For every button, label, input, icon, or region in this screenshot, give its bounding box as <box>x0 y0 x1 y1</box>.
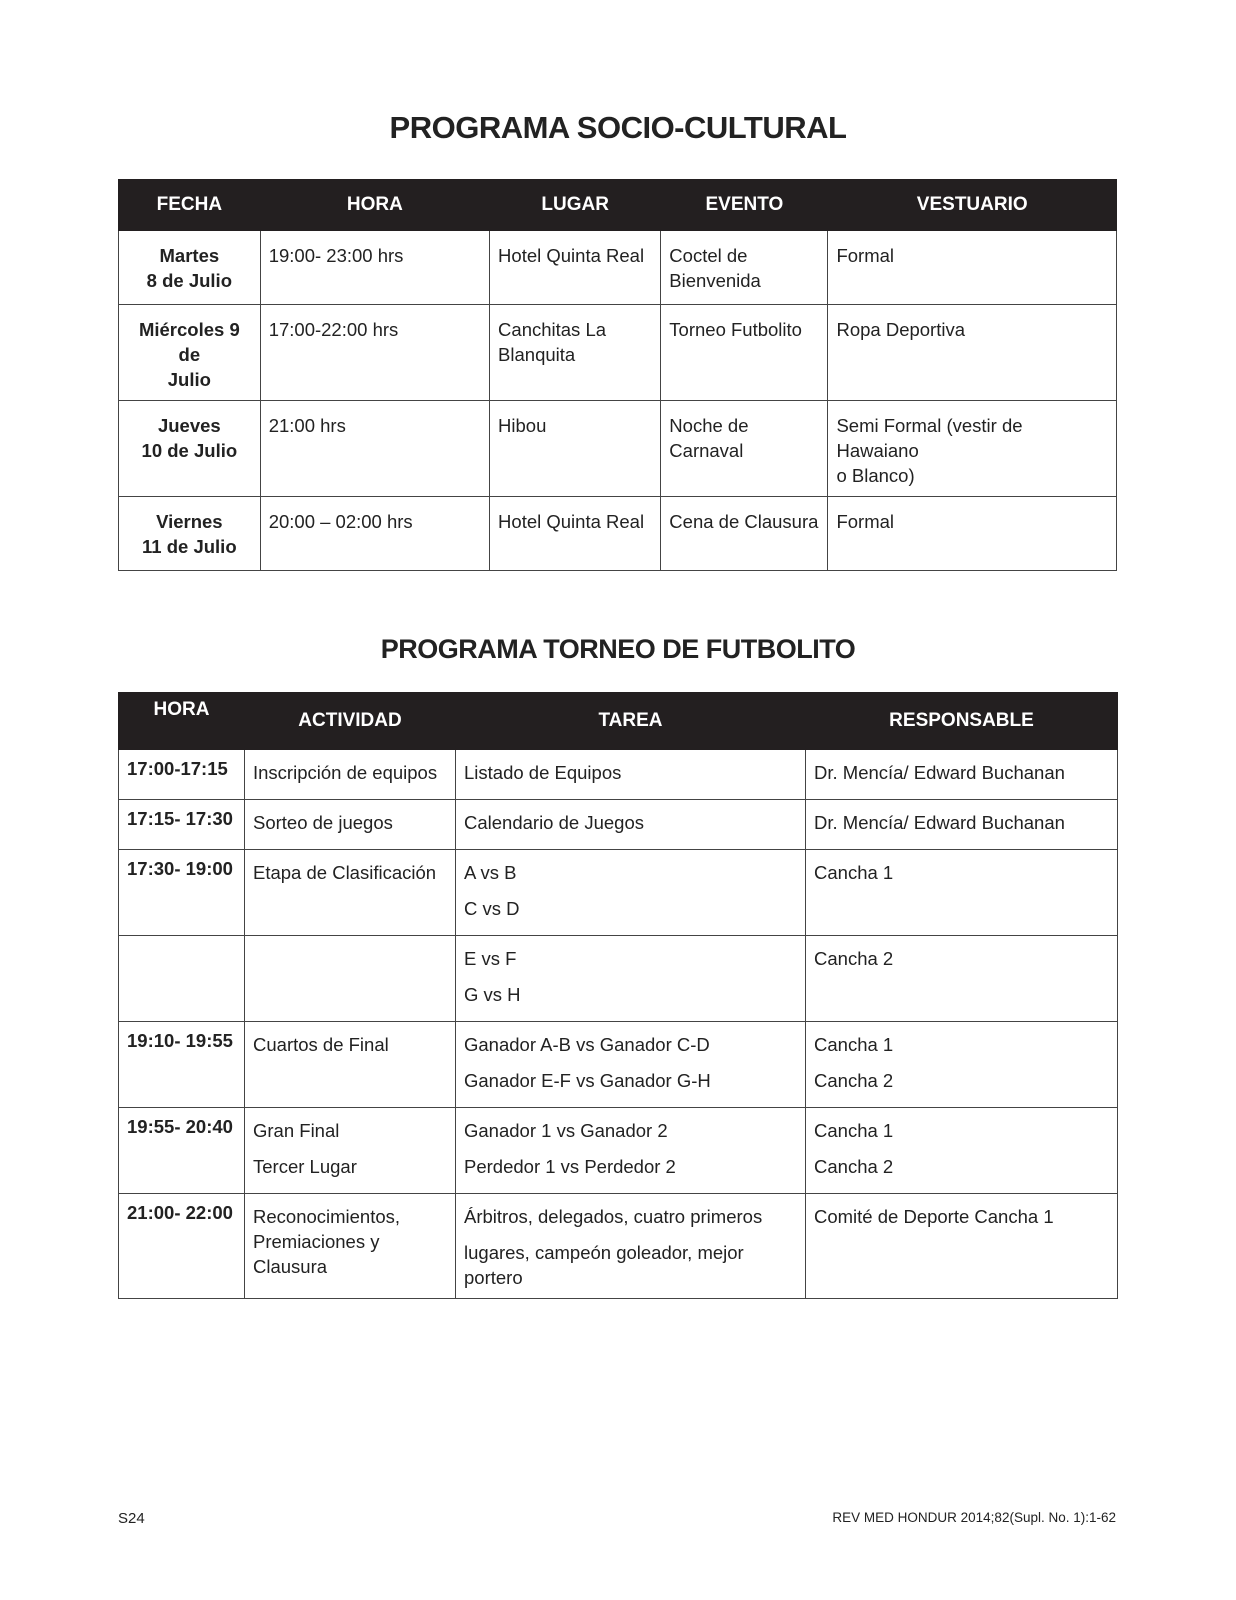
fecha-cell-line: Viernes <box>156 511 223 532</box>
hora-cell <box>119 936 245 1022</box>
actividad-cell-line: Gran Final <box>253 1120 340 1141</box>
table-row <box>119 401 1117 497</box>
responsable-cell <box>806 800 1118 850</box>
vestuario-cell-line: Formal <box>836 245 895 266</box>
actividad-cell <box>245 1108 456 1194</box>
tarea-cell <box>456 936 806 1022</box>
table-row <box>119 850 1118 936</box>
tarea-cell-line: Ganador 1 vs Ganador 2 <box>464 1120 668 1141</box>
tarea-cell-line: Perdedor 1 vs Perdedor 2 <box>464 1156 676 1177</box>
tarea-cell <box>456 1194 806 1299</box>
responsable-cell-line: Cancha 2 <box>814 1156 894 1177</box>
actividad-cell-line: Premiaciones y <box>253 1231 380 1252</box>
fecha-cell-line: Jueves <box>157 415 221 436</box>
tarea-cell <box>456 1108 806 1194</box>
tarea-cell-line: A vs B <box>464 862 517 883</box>
responsable-cell <box>806 936 1118 1022</box>
table-row <box>119 231 1117 305</box>
evento-cell <box>661 497 828 571</box>
header-lugar: LUGAR <box>490 180 661 231</box>
torneo-header-row <box>119 693 1118 750</box>
tarea-cell-line: E vs F <box>464 948 517 969</box>
vestuario-cell <box>828 497 1117 571</box>
vestuario-cell <box>828 401 1117 497</box>
vestuario-cell <box>828 231 1117 305</box>
lugar-cell <box>490 497 661 571</box>
lugar-cell-line: Hibou <box>498 415 547 436</box>
vestuario-cell-line: Semi Formal (vestir de Hawaiano <box>836 415 1023 461</box>
actividad-cell <box>245 1022 456 1108</box>
responsable-cell <box>806 850 1118 936</box>
table-row <box>119 305 1117 401</box>
actividad-cell-line: Reconocimientos, <box>253 1206 401 1227</box>
socio-cultural-table <box>118 179 1117 571</box>
responsable-cell <box>806 1108 1118 1194</box>
vestuario-cell <box>828 305 1117 401</box>
fecha-cell <box>119 305 261 401</box>
hora-cell: 17:00-22:00 hrs <box>260 305 489 401</box>
evento-cell <box>661 231 828 305</box>
header-fecha: FECHA <box>119 180 261 231</box>
hora-cell: 17:30- 19:00 <box>119 850 245 936</box>
fecha-cell <box>119 497 261 571</box>
fecha-cell <box>119 231 261 305</box>
fecha-cell-line: Julio <box>167 369 211 390</box>
responsable-cell-line: Comité de Deporte Cancha 1 <box>814 1206 1054 1227</box>
page-folio: S24 <box>118 1510 145 1527</box>
tarea-cell-line: Ganador A-B vs Ganador C-D <box>464 1034 710 1055</box>
table-row <box>119 1108 1118 1194</box>
fecha-cell <box>119 401 261 497</box>
socio-header-row <box>119 180 1117 231</box>
table-row <box>119 1194 1118 1299</box>
tarea-cell-line: Listado de Equipos <box>464 762 622 783</box>
tarea-cell <box>456 850 806 936</box>
hora-cell: 19:10- 19:55 <box>119 1022 245 1108</box>
responsable-cell-line: Cancha 2 <box>814 948 894 969</box>
tarea-cell <box>456 750 806 800</box>
tarea-cell <box>456 1022 806 1108</box>
header-tarea: TAREA <box>456 693 806 750</box>
tarea-cell <box>456 800 806 850</box>
tarea-cell-line: Calendario de Juegos <box>464 812 644 833</box>
responsable-cell <box>806 750 1118 800</box>
actividad-cell <box>245 936 456 1022</box>
tarea-cell-line: Árbitros, delegados, cuatro primeros <box>464 1206 763 1227</box>
fecha-cell-line: 8 de Julio <box>146 270 232 291</box>
evento-cell-line: Carnaval <box>669 440 744 461</box>
hora-cell: 20:00 – 02:00 hrs <box>260 497 489 571</box>
responsable-cell-line: Dr. Mencía/ Edward Buchanan <box>814 762 1065 783</box>
table-row <box>119 800 1118 850</box>
hora-cell: 17:00-17:15 <box>119 750 245 800</box>
torneo-title: PROGRAMA TORNEO DE FUTBOLITO <box>380 634 856 664</box>
vestuario-cell-line: o Blanco) <box>836 465 915 486</box>
tarea-cell-line: lugares, campeón goleador, mejor portero <box>464 1242 744 1288</box>
tarea-cell-line: Ganador E-F vs Ganador G-H <box>464 1070 711 1091</box>
responsable-cell <box>806 1194 1118 1299</box>
table-row <box>119 1022 1118 1108</box>
fecha-cell-line: Martes <box>159 245 220 266</box>
tarea-cell-line: C vs D <box>464 898 520 919</box>
table-row <box>119 936 1118 1022</box>
evento-cell <box>661 305 828 401</box>
lugar-cell-line: Canchitas La <box>498 319 607 340</box>
hora-cell: 21:00 hrs <box>260 401 489 497</box>
actividad-cell <box>245 800 456 850</box>
lugar-cell <box>490 401 661 497</box>
actividad-cell-line: Etapa de Clasificación <box>253 862 437 883</box>
fecha-cell-line: 10 de Julio <box>141 440 238 461</box>
lugar-cell <box>490 305 661 401</box>
hora-cell: 19:00- 23:00 hrs <box>260 231 489 305</box>
hora-cell: 17:15- 17:30 <box>119 800 245 850</box>
evento-cell-line: Torneo Futbolito <box>669 319 802 340</box>
actividad-cell-line: Inscripción de equipos <box>253 762 438 783</box>
lugar-cell-line: Hotel Quinta Real <box>498 245 645 266</box>
header-hora: HORA <box>260 180 489 231</box>
table-row <box>119 750 1118 800</box>
lugar-cell <box>490 231 661 305</box>
header-actividad: ACTIVIDAD <box>245 693 456 750</box>
hora-cell: 19:55- 20:40 <box>119 1108 245 1194</box>
responsable-cell-line: Cancha 1 <box>814 1034 894 1055</box>
hora-cell: 21:00- 22:00 <box>119 1194 245 1299</box>
responsable-cell <box>806 1022 1118 1108</box>
evento-cell-line: Bienvenida <box>669 270 761 291</box>
tarea-cell-line: G vs H <box>464 984 521 1005</box>
actividad-cell <box>245 850 456 936</box>
fecha-cell-line: Miércoles 9 de <box>138 319 240 365</box>
journal-reference: REV MED HONDUR 2014;82(Supl. No. 1):1-62 <box>832 1510 1116 1525</box>
vestuario-cell-line: Ropa Deportiva <box>836 319 966 340</box>
actividad-cell-line: Cuartos de Final <box>253 1034 389 1055</box>
fecha-cell-line: 11 de Julio <box>142 536 237 557</box>
actividad-cell-line: Sorteo de juegos <box>253 812 393 833</box>
evento-cell-line: Coctel de <box>669 245 748 266</box>
socio-cultural-title: PROGRAMA SOCIO-CULTURAL <box>389 110 847 145</box>
table-row <box>119 497 1117 571</box>
evento-cell <box>661 401 828 497</box>
actividad-cell-line: Tercer Lugar <box>253 1156 357 1177</box>
header-hora: HORA <box>119 693 245 750</box>
actividad-cell-line: Clausura <box>253 1256 328 1277</box>
torneo-table <box>118 692 1118 1299</box>
responsable-cell-line: Cancha 1 <box>814 1120 894 1141</box>
evento-cell-line: Noche de <box>669 415 749 436</box>
actividad-cell <box>245 1194 456 1299</box>
header-evento: EVENTO <box>661 180 828 231</box>
responsable-cell-line: Cancha 2 <box>814 1070 894 1091</box>
header-responsable: RESPONSABLE <box>806 693 1118 750</box>
responsable-cell-line: Dr. Mencía/ Edward Buchanan <box>814 812 1065 833</box>
evento-cell-line: Cena de Clausura <box>669 511 819 532</box>
header-vestuario: VESTUARIO <box>828 180 1117 231</box>
lugar-cell-line: Hotel Quinta Real <box>498 511 645 532</box>
responsable-cell-line: Cancha 1 <box>814 862 894 883</box>
vestuario-cell-line: Formal <box>836 511 895 532</box>
actividad-cell <box>245 750 456 800</box>
lugar-cell-line: Blanquita <box>498 344 576 365</box>
